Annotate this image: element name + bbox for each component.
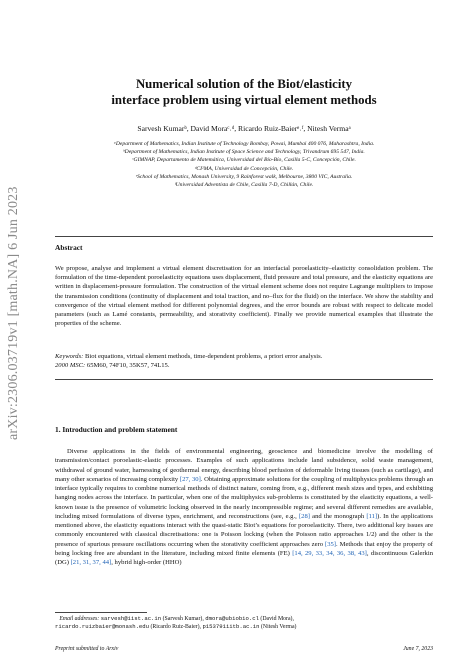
msc-text: 65M60, 74F10, 35K57, 74L15. [86,362,170,370]
email-owner: (David Mora), [258,616,294,622]
affiliation-b: ᵇDepartment of Mathematics, Indian Institute of Space Science and Technology, Trivandrum 695 547, India. [123,149,365,156]
citation-link[interactable]: [35] [325,540,336,548]
email-owner: (Nitesh Verma) [259,624,297,630]
citation-link[interactable]: [14, 29, 33, 34, 36, 38, 43] [292,549,367,557]
title-line-2: interface problem using virtual element methods [111,93,377,107]
citation-link[interactable]: [11] [366,512,378,520]
intro-text-7: , hybrid high-order (HHO) [111,559,182,566]
affiliation-c: ᶜGIMNAP, Departamento de Matemática, Universidad del Bío-Bío, Casilla 5-C, Concepción, Chile. [132,157,356,164]
intro-text-5: . Methods that enjoy the property of being locking free are abundant in the literature, including mixed finite elements (FE) [55,540,433,557]
affiliation-f: ᶠUniversidad Adventista de Chile, Casilla 7-D, Chillán, Chile. [174,182,314,189]
paper-title [55,76,433,108]
email-link[interactable]: p153791iitb.ac.in [202,623,260,630]
citation-link[interactable]: [27, 30] [179,475,201,483]
intro-paragraph [55,447,433,567]
footnote-rule [55,612,147,613]
title-line-1: Numerical solution of the Biot/elasticity [135,77,353,91]
affiliation-a: ᵃDepartment of Mathematics, Indian Institute of Technology Bombay, Powai, Mumbai 400 076, Maharashtra, India. [113,141,375,147]
email-link[interactable]: ricardo.ruizbaier@monash.edu [55,623,149,630]
affiliation-d: ᵈCI²MA, Universidad de Concepción, Chile. [194,165,294,172]
abstract-bottom-rule [55,379,433,380]
email-label: Email addresses: [59,616,100,622]
intro-text-3: and the monograph [309,512,367,520]
email-owner: (Sarvesh Kumar), [161,616,206,622]
intro-text-2: . Obtaining approximate solutions for the coupling of multiphysics problems through an interface typically requires to combine numerical methods of distinct nature, coming from, e.g., different mesh sizes and types, and exhibiting hanging nodes across the interface. In particular, when one of the multiphysics sub-problems is constituted by the elasticity equations, a well-known issue is the presence of volumetric locking observed in the nearly incompressible regime; and several different remedies are available, including mixed formulations of diverse types, enrichment, and reconstructions (see, e.g., [55,475,433,520]
keywords-text: Biot equations, virtual element methods, time-dependent problems, a priori error analysis. [84,353,323,360]
intro-text-4: ). In the applications mentioned above, the elasticity equations interact with the quasi-static Biot’s equations for poroelasticity. There, two additional key issues are commonly encountered with classical discretisations: one is Poisson locking (when the Poisson ratio approaches 1/2) and the other is the presence of spurious pressure oscillations occurring when the storativity coefficient approaches zero [55,512,434,548]
email-owner: (Ricardo Ruiz-Baier), [149,624,203,630]
keywords-label: Keywords: [55,353,84,360]
section-heading: 1. Introduction and problem statement [55,425,178,434]
abstract-top-rule [55,236,433,237]
preprint-date: June 7, 2023 [403,646,433,652]
email-link[interactable]: dmora@ubiobio.cl [205,615,259,622]
email-footnote [55,615,433,631]
affiliation-list [55,140,433,189]
citation-link[interactable]: [28] [298,512,310,520]
intro-text-1: Diverse applications in the fields of environmental engineering, geoscience and biomedicine involve the modelling of transmission/contact poroelastic-elastic processes. Examples of such applications include land subsidence, solid waste management, withdrawal of ground water, harnessing of geothermal energy, describing blood perfusion of deformable living tissues (such as cartilage), and many other scenarios of increasing complexity [55,448,433,483]
arxiv-identifier: arXiv:2306.03719v1 [math.NA] 6 Jun 2023 [6,186,21,440]
email-link[interactable]: sarvesh@iist.ac.in [100,615,162,622]
abstract-heading: Abstract [55,243,83,252]
affiliation-e: ᵉSchool of Mathematics, Monash University, 9 Rainforest walk, Melbourne, 3800 VIC, Australia. [135,173,353,180]
intro-text-6: , discontinuous Galerkin (DG) [55,549,433,566]
citation-link[interactable]: [21, 31, 37, 44] [70,559,112,566]
msc-label: 2000 MSC: [55,362,86,370]
author-list: Sarvesh Kumarᵇ, David Moraᶜ˒ᵈ, Ricardo Ruiz-Baierᵉ˒ᶠ, Nitesh Vermaᵃ [137,124,351,133]
keywords-block [55,352,433,370]
preprint-note: Preprint submitted to Arxiv [55,646,119,652]
abstract-text: We propose, analyse and implement a virtual element discretisation for an interfacial poroelasticity–elasticity consolidation problem. The formulation of the time-dependent poroelasticity equations uses displacement, fluid pressure and total pressure, and the elasticity equations are written in displacement-pressure formulation. The construction of the virtual element scheme does not require Lagrange multipliers to impose the transmission conditions (continuity of displacement and total traction, and no–flux for the fluid) on the interface. We show the stability and convergence of the virtual element method for different polynomial degrees, and the error bounds are robust with respect to delicate model parameters (such as Lamé constants, permeability, and storativity coefficient). Finally we provide numerical examples that illustrate the properties of the scheme. [55,265,433,328]
